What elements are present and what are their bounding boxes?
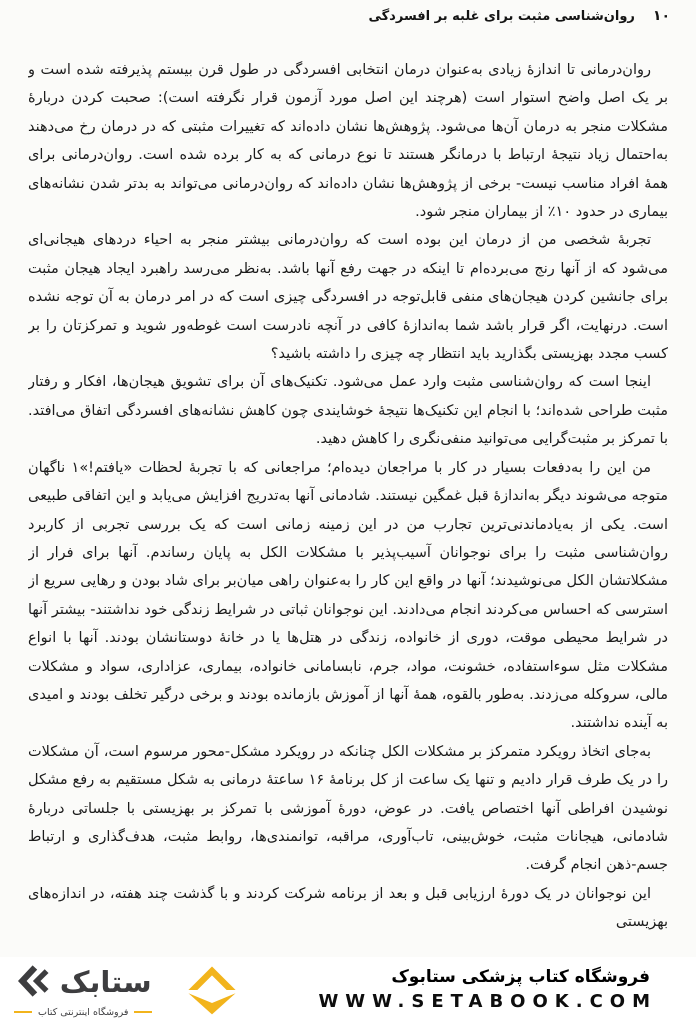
store-info bbox=[318, 966, 657, 1013]
footer-watermark bbox=[0, 957, 696, 1023]
page-number: ۱۰ bbox=[652, 8, 670, 24]
running-header bbox=[26, 8, 670, 24]
paragraph-clipped: این نوجوانان در یک دورهٔ ارزیابی قبل و بعد از برنامه شرکت کردند و با گذشت چند هفته، در اندازه‌های بهزیستی bbox=[28, 885, 668, 931]
paragraph: به‌جای اتخاذ رویکرد متمرکز بر مشکلات الکل چنانکه در رویکرد مشکل-محور مرسوم است، آن مشکلات را در یک طرف قرار دادیم و تنها یک ساعت از کل برنامهٔ ۱۶ ساعتهٔ درمانی به شکل مستقیم به رفع مشکل نوشیدن افراطی آنها اختصاص یافت. در عوض، دورهٔ آموزشی با تمرکز بر بهزیستی با جلساتی دربارهٔ شادمانی، هیجانات مثبت، خوش‌بینی، تاب‌آوری، مراقبه، توانمندی‌ها، روابط مثبت، هدف‌گذاری و ارتباط جسم-ذهن انجام گرفت. bbox=[28, 743, 668, 874]
logo-subtitle: فروشگاه اینترنتی کتاب bbox=[14, 1007, 152, 1018]
setabook-logo bbox=[14, 963, 152, 1018]
paragraph: تجربهٔ شخصی من از درمان این بوده است که روان‌درمانی بیشتر منجر به احیاء دردهای هیجانی‌ای می‌شود که از آنها رنج می‌برده‌ام تا اینکه در جهت رفع آنها باشد. به‌نظر می‌رسد راهبرد ایجاد هیجان مثبت برای جانشین کردن هیجان‌های منفی قابل‌توجه در افسردگی چیزی است که در امر درمان به آن توجه نشده است. درنهایت، اگر قرار باشد شما به‌اندازهٔ کافی در آنچه نادرست است غوطه‌ور شوید و تمرکزتان را بر کسب مجدد بهزیستی بگذارید باید انتظار چه چیزی را داشته باشید؟ bbox=[28, 232, 668, 363]
paragraph: روان‌درمانی تا اندازهٔ زیادی به‌عنوان درمان انتخابی افسردگی در طول قرن بیستم پذیرفته شده است و بر یک اصل واضح استوار است (هرچند این اصل مورد آزمون قرار نگرفته است): صحبت کردن دربارهٔ مشکلات منجر به درمان آن‌ها می‌شود. پژوهش‌ها نشان داده‌اند که تغییرات مثبتی که در درمان رخ می‌دهند به‌احتمال زیاد نتیجهٔ ارتباط با درمانگر هستند تا نوع درمانی که به کار برده شده است. روان‌درمانی برای همهٔ افراد مناسب نیست- برخی از پژوهش‌ها نشان داده‌اند که روان‌درمانی می‌تواند به بدتر شدن نشانه‌های بیماری در حدود ۱۰٪ از بیماران منجر شود. bbox=[28, 62, 668, 221]
paragraph: من این را به‌دفعات بسیار در کار با مراجعان دیده‌ام؛ مراجعانی که با تجربهٔ لحظات «یافتم!»۱ ناگهان متوجه می‌شوند دیگر به‌اندازهٔ قبل غمگین نیستند. شادمانی آنها به‌تدریج افزایش می‌یابد و این اتفاقی طبیعی است. یکی از به‌یادماندنی‌ترین تجارب من در این زمینه زمانی است که یک بررسی تجربی از کاربرد روان‌شناسی مثبت را برای نوجوانان آسیب‌پذیر با مشکلات الکل به پایان رساندم. آنها برای فرار از مشکلاتشان الکل می‌نوشیدند؛ آنها در واقع این کار را به‌عنوان راهی میان‌بر برای شاد بودن و رهایی سریع از استرسی که احساس می‌کردند انجام می‌دادند. این نوجوانان ثباتی در شرایط زندگی خود نداشتند- بیشتر آنها در شرایط محیطی موقت، دوری از خانواده، زندگی در هتل‌ها یا در خانهٔ دوستانشان بودند. آنها با انواع مشکلات مثل سوءاستفاده، خشونت، مواد، جرم، نابسامانی خانواده، بیماری، عزاداری، سواد و مشکلات مالی، سروکله می‌زدند. به‌طور بالقوه، همهٔ آنها از آموزش بازمانده بودند و برخی درگیر تخلف بودند و امیدی به آینده نداشتند. bbox=[28, 459, 668, 732]
store-name: فروشگاه کتاب پزشکی ستابوک bbox=[391, 967, 650, 988]
paragraph: اینجا است که روان‌شناسی مثبت وارد عمل می‌شود. تکنیک‌های آن برای تشویق هیجان‌ها، افکار و رفتار مثبت طراحی شده‌اند؛ با انجام این تکنیک‌ها نتیجهٔ خوشایندی چون کاهش نشانه‌های افسردگی اتفاق می‌افتد. با تمرکز بر مثبت‌گرایی می‌توانید منفی‌نگری را کاهش دهید. bbox=[28, 374, 668, 448]
chevrons-left-icon bbox=[15, 963, 53, 1003]
divider-line bbox=[14, 1011, 32, 1013]
website-url: WWW.SETABOOK.COM bbox=[318, 991, 657, 1013]
logo-wordmark: ستابک bbox=[59, 965, 152, 999]
diamond-book-icon bbox=[186, 964, 238, 1016]
body-text bbox=[28, 56, 668, 1021]
running-title: روان‌شناسی مثبت برای غلبه بر افسردگی bbox=[368, 8, 635, 24]
divider-line bbox=[134, 1011, 152, 1013]
